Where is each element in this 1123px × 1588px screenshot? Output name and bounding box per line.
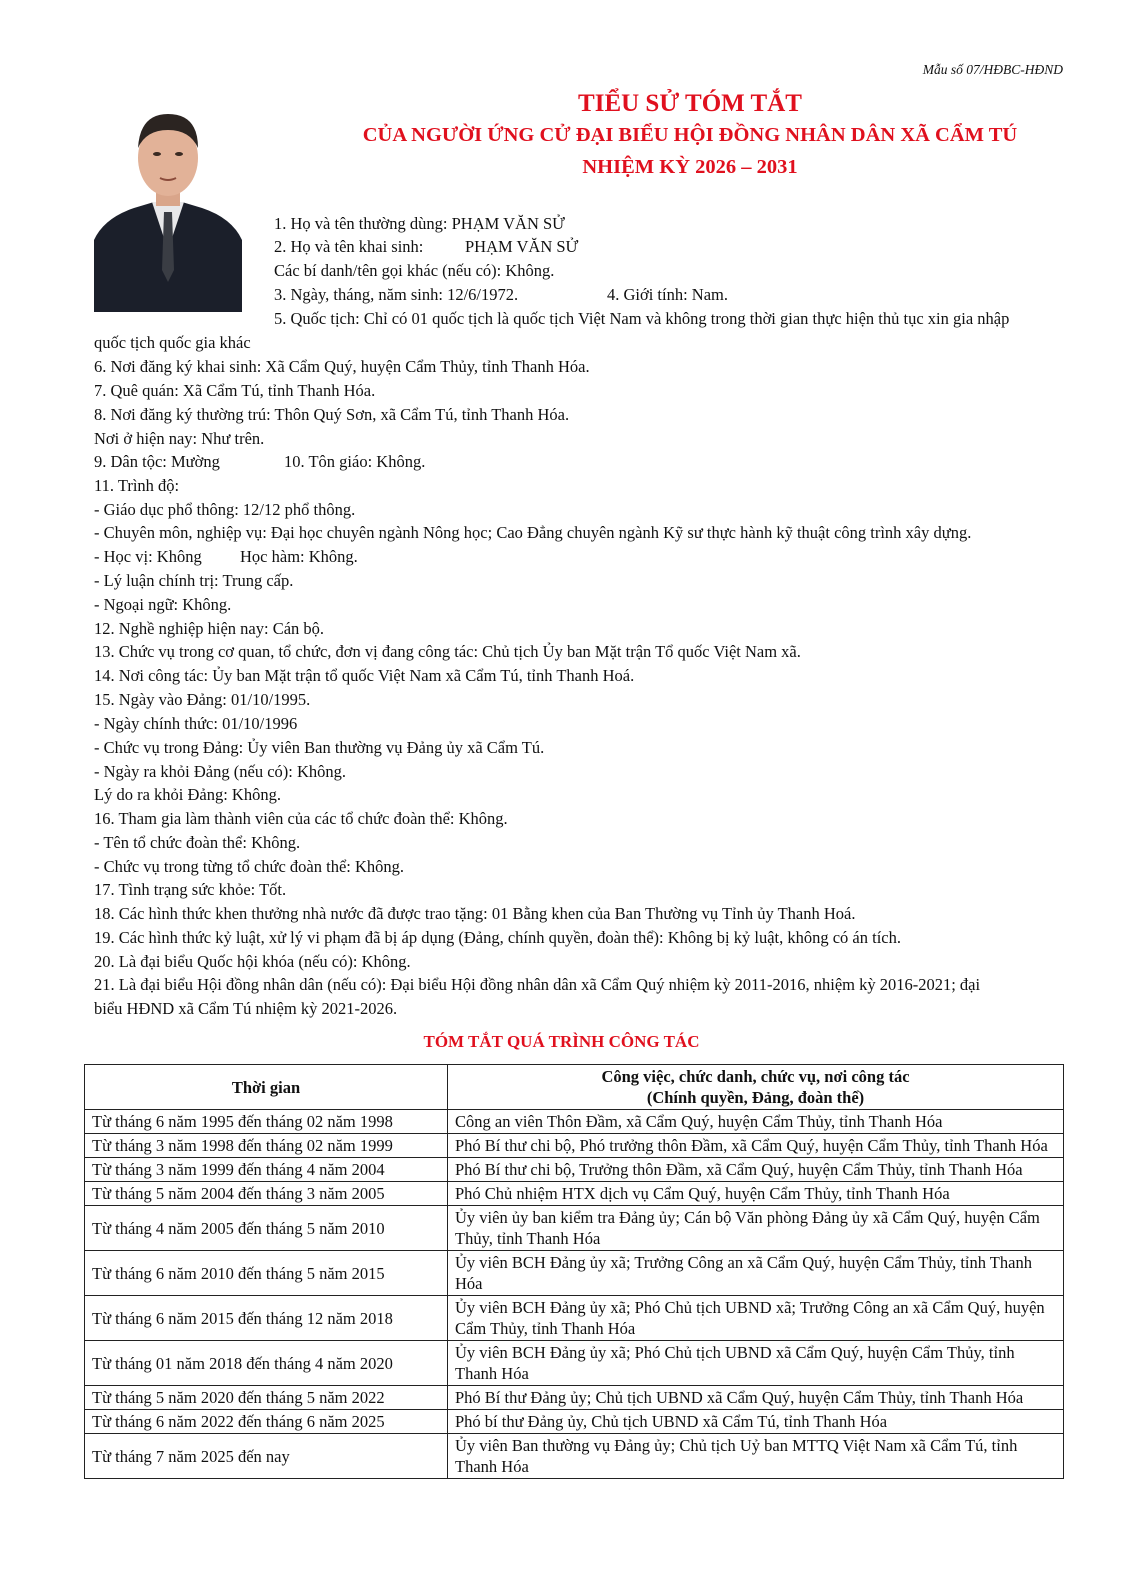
cell-job: Ủy viên BCH Đảng ủy xã; Trưởng Công an xã Cẩm Quý, huyện Cẩm Thủy, tỉnh Thanh Hóa bbox=[448, 1251, 1064, 1296]
form-code: Mẫu số 07/HĐBC-HĐND bbox=[922, 62, 1063, 77]
cell-job: Phó Chủ nhiệm HTX dịch vụ Cẩm Quý, huyện Cẩm Thủy, tỉnh Thanh Hóa bbox=[448, 1182, 1064, 1206]
line-27: - Tên tổ chức đoàn thể: Không. bbox=[94, 833, 301, 852]
table-row bbox=[85, 1434, 1064, 1479]
header-job-line1: Công việc, chức danh, chức vụ, nơi công tác bbox=[601, 1067, 910, 1086]
table-row bbox=[85, 1158, 1064, 1182]
cell-job: Phó Bí thư chi bộ, Trưởng thôn Đầm, xã Cẩm Quý, huyện Cẩm Thủy, tỉnh Thanh Hóa bbox=[448, 1158, 1064, 1182]
line-28: - Chức vụ trong từng tổ chức đoàn thể: Không. bbox=[94, 857, 405, 876]
cell-time: Từ tháng 4 năm 2005 đến tháng 5 năm 2010 bbox=[85, 1206, 448, 1251]
line-11-religion: 10. Tôn giáo: Không. bbox=[284, 452, 426, 471]
line-34: biểu HĐND xã Cẩm Tú nhiệm kỳ 2021-2026. bbox=[94, 999, 398, 1018]
line-25: Lý do ra khỏi Đảng: Không. bbox=[94, 785, 281, 804]
line-23: - Chức vụ trong Đảng: Ủy viên Ban thường vụ Đảng ủy xã Cẩm Tú. bbox=[94, 738, 545, 757]
cell-job: Ủy viên BCH Đảng ủy xã; Phó Chủ tịch UBND xã Cẩm Quý, huyện Cẩm Thủy, tỉnh Thanh Hóa bbox=[448, 1341, 1064, 1386]
line-13: - Giáo dục phổ thông: 12/12 phổ thông. bbox=[94, 500, 356, 519]
line-17: - Ngoại ngữ: Không. bbox=[94, 595, 232, 614]
line-9: 8. Nơi đăng ký thường trú: Thôn Quý Sơn, xã Cẩm Tú, tỉnh Thanh Hóa. bbox=[94, 405, 570, 424]
line-22: - Ngày chính thức: 01/10/1996 bbox=[94, 714, 298, 733]
cell-job: Phó Bí thư Đảng ủy; Chủ tịch UBND xã Cẩm Quý, huyện Cẩm Thủy, tỉnh Thanh Hóa bbox=[448, 1386, 1064, 1410]
line-21: 15. Ngày vào Đảng: 01/10/1995. bbox=[94, 690, 311, 709]
line-30: 18. Các hình thức khen thưởng nhà nước đã được trao tặng: 01 Bằng khen của Ban Thường vụ Tỉnh ủy Thanh Hoá. bbox=[94, 904, 856, 923]
table-row bbox=[85, 1341, 1064, 1386]
line-15-degree: - Học vị: Không bbox=[94, 547, 202, 566]
cell-time: Từ tháng 6 năm 2022 đến tháng 6 năm 2025 bbox=[85, 1410, 448, 1434]
table-row bbox=[85, 1386, 1064, 1410]
line-16: - Lý luận chính trị: Trung cấp. bbox=[94, 571, 294, 590]
document-subtitle: CỦA NGƯỜI ỨNG CỬ ĐẠI BIỂU HỘI ĐỒNG NHÂN DÂN XÃ CẨM TÚ bbox=[362, 124, 1018, 146]
table-header-row bbox=[85, 1065, 1064, 1110]
line-2-value: PHẠM VĂN SỬ bbox=[465, 237, 579, 256]
cell-time: Từ tháng 01 năm 2018 đến tháng 4 năm 2020 bbox=[85, 1341, 448, 1386]
cell-time: Từ tháng 7 năm 2025 đến nay bbox=[85, 1434, 448, 1479]
table-row bbox=[85, 1206, 1064, 1251]
line-33: 21. Là đại biểu Hội đồng nhân dân (nếu có): Đại biểu Hội đồng nhân dân xã Cẩm Quý nhiệm kỳ 2011-2016, nhiệm kỳ 2016-2021; đại bbox=[94, 975, 981, 994]
line-14: - Chuyên môn, nghiệp vụ: Đại học chuyên ngành Nông học; Cao Đẳng chuyên ngành Kỹ sư thực hành kỹ thuật công trình xây dựng. bbox=[94, 523, 972, 542]
line-8: 7. Quê quán: Xã Cẩm Tú, tỉnh Thanh Hóa. bbox=[94, 381, 376, 400]
table-row bbox=[85, 1296, 1064, 1341]
line-5: 5. Quốc tịch: Chỉ có 01 quốc tịch là quốc tịch Việt Nam và không trong thời gian thực hiện thủ tục xin gia nhập bbox=[274, 309, 1010, 328]
line-7: 6. Nơi đăng ký khai sinh: Xã Cẩm Quý, huyện Cẩm Thủy, tỉnh Thanh Hóa. bbox=[94, 357, 590, 376]
work-history-title: TÓM TẮT QUÁ TRÌNH CÔNG TÁC bbox=[423, 1032, 700, 1051]
table-row bbox=[85, 1110, 1064, 1134]
line-15-title: Học hàm: Không. bbox=[240, 547, 358, 566]
cell-job: Phó bí thư Đảng ủy, Chủ tịch UBND xã Cẩm Tú, tỉnh Thanh Hóa bbox=[448, 1410, 1064, 1434]
table-row bbox=[85, 1182, 1064, 1206]
cell-time: Từ tháng 6 năm 2015 đến tháng 12 năm 2018 bbox=[85, 1296, 448, 1341]
cell-time: Từ tháng 3 năm 1999 đến tháng 4 năm 2004 bbox=[85, 1158, 448, 1182]
document-title: TIỂU SỬ TÓM TẮT bbox=[578, 90, 802, 117]
line-2-label: 2. Họ và tên khai sinh: bbox=[274, 237, 424, 256]
cell-job: Ủy viên BCH Đảng ủy xã; Phó Chủ tịch UBND xã; Trưởng Công an xã Cẩm Quý, huyện Cẩm Thủy, tỉnh Thanh Hóa bbox=[448, 1296, 1064, 1341]
line-31: 19. Các hình thức kỷ luật, xử lý vi phạm đã bị áp dụng (Đảng, chính quyền, đoàn thể): Không bị kỷ luật, không có án tích. bbox=[94, 928, 901, 947]
cell-job: Phó Bí thư chi bộ, Phó trưởng thôn Đầm, xã Cẩm Quý, huyện Cẩm Thủy, tỉnh Thanh Hóa bbox=[448, 1134, 1064, 1158]
line-29: 17. Tình trạng sức khỏe: Tốt. bbox=[94, 880, 287, 899]
line-24: - Ngày ra khỏi Đảng (nếu có): Không. bbox=[94, 762, 347, 781]
header-time: Thời gian bbox=[85, 1065, 448, 1110]
cell-time: Từ tháng 6 năm 2010 đến tháng 5 năm 2015 bbox=[85, 1251, 448, 1296]
table-row bbox=[85, 1410, 1064, 1434]
header-job-line2: (Chính quyền, Đảng, đoàn thể) bbox=[646, 1088, 865, 1107]
cell-job: Công an viên Thôn Đầm, xã Cẩm Quý, huyện Cẩm Thủy, tỉnh Thanh Hóa bbox=[448, 1110, 1064, 1134]
line-19: 13. Chức vụ trong cơ quan, tổ chức, đơn vị đang công tác: Chủ tịch Ủy ban Mặt trận Tổ quốc Việt Nam xã. bbox=[94, 642, 801, 661]
cell-job: Ủy viên Ban thường vụ Đảng ủy; Chủ tịch Uỷ ban MTTQ Việt Nam xã Cẩm Tú, tỉnh Thanh Hóa bbox=[448, 1434, 1064, 1479]
cell-time: Từ tháng 3 năm 1998 đến tháng 02 năm 1999 bbox=[85, 1134, 448, 1158]
line-3: Các bí danh/tên gọi khác (nếu có): Không. bbox=[274, 261, 555, 280]
work-history-table bbox=[84, 1064, 1064, 1479]
cell-time: Từ tháng 5 năm 2020 đến tháng 5 năm 2022 bbox=[85, 1386, 448, 1410]
line-12: 11. Trình độ: bbox=[94, 476, 180, 495]
line-4-birth: 3. Ngày, tháng, năm sinh: 12/6/1972. bbox=[274, 285, 519, 304]
line-4-gender: 4. Giới tính: Nam. bbox=[607, 285, 729, 304]
cell-time: Từ tháng 5 năm 2004 đến tháng 3 năm 2005 bbox=[85, 1182, 448, 1206]
table-row bbox=[85, 1251, 1064, 1296]
line-26: 16. Tham gia làm thành viên của các tổ chức đoàn thể: Không. bbox=[94, 809, 508, 828]
cell-time: Từ tháng 6 năm 1995 đến tháng 02 năm 1998 bbox=[85, 1110, 448, 1134]
term-subtitle: NHIỆM KỲ 2026 – 2031 bbox=[582, 156, 798, 178]
portrait-photo bbox=[94, 90, 242, 312]
line-18: 12. Nghề nghiệp hiện nay: Cán bộ. bbox=[94, 619, 325, 638]
line-10: Nơi ở hiện nay: Như trên. bbox=[94, 429, 265, 448]
portrait-icon bbox=[94, 90, 242, 312]
header-job bbox=[448, 1065, 1064, 1110]
line-6: quốc tịch quốc gia khác bbox=[94, 333, 251, 352]
cell-job: Ủy viên ủy ban kiểm tra Đảng ủy; Cán bộ Văn phòng Đảng ủy xã Cẩm Quý, huyện Cẩm Thủy, tỉnh Thanh Hóa bbox=[448, 1206, 1064, 1251]
table-row bbox=[85, 1134, 1064, 1158]
line-11-ethnic: 9. Dân tộc: Mường bbox=[94, 452, 220, 471]
line-1: 1. Họ và tên thường dùng: PHẠM VĂN SỬ bbox=[274, 214, 565, 233]
line-32: 20. Là đại biểu Quốc hội khóa (nếu có): Không. bbox=[94, 952, 411, 971]
line-20: 14. Nơi công tác: Ủy ban Mặt trận tổ quốc Việt Nam xã Cẩm Tú, tỉnh Thanh Hoá. bbox=[94, 666, 635, 685]
